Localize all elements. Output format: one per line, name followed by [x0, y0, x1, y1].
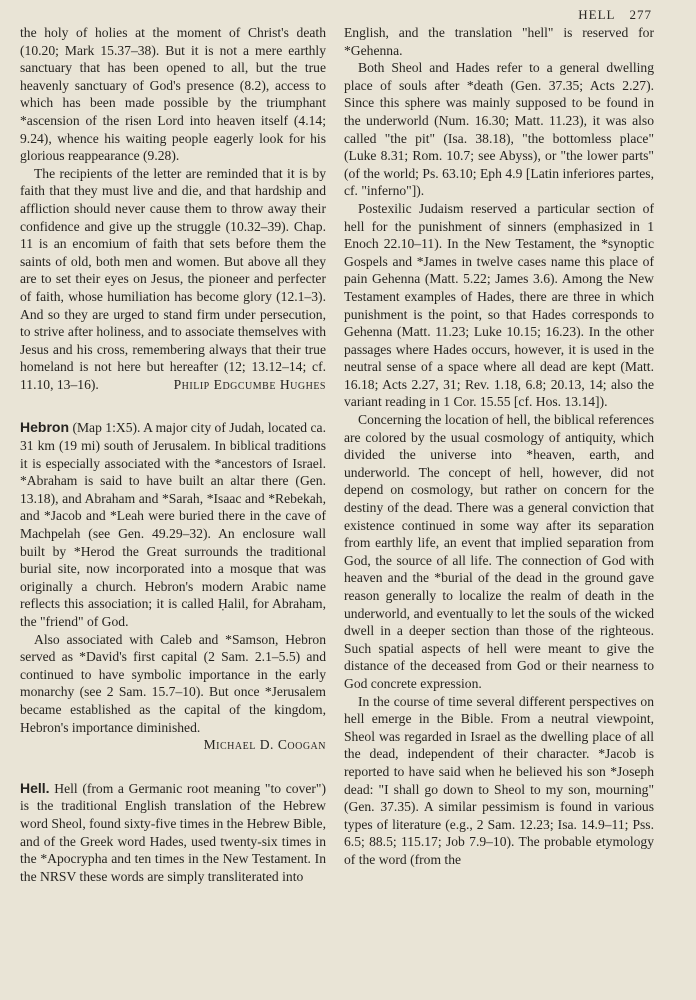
author-signature: Michael D. Coogan	[203, 737, 326, 753]
hell-paragraph-3: Postexilic Judaism reserved a particular section of hell for the punishment of sinners (emphasized in 1 Enoch 22.10–11). In the New Testament, the *synoptic Gospels and *James in twelve cases name this place of pain Gehenna (Matt. 5.22; James 3.6). Among the New Testament examples of Hades, there are three in which punishment is the point, so that Hades corresponds to Gehenna (Matt. 11.23; Luke 10.15; 16.23). In the other passages where Hades occurs, however, it is used in the neutral sense of a space where all dead are kept (Matt. 16.18; Acts 2.27, 31; Rev. 1.18, 6.8; 20.13, 14; also the variant reading in 1 Cor. 15.55 [cf. Hos. 13.14]).	[344, 200, 654, 410]
hell-paragraph-1	[20, 780, 326, 886]
hell-paragraph-1-text: Hell (from a Germanic root meaning "to cover") is the traditional English translation of the Hebrew word Sheol, found sixty-five times in the Hebrew Bible, and of the Greek word Hades, used twenty-six times in the *Apocrypha and ten times in the New Testament. In the NRSV these words are simply transliterated into	[20, 780, 326, 884]
running-head-word: HELL	[578, 7, 616, 22]
hell-paragraph-5: In the course of time several different perspectives on hell emerge in the Bible. From a neutral viewpoint, Sheol was regarded in Israel as the dwelling place of all the dead, independent of their character. *Jacob is reported to have said when he believed his son *Joseph dead: "I shall go down to Sheol to my son, mourning" (Gen. 37.35). A similar pessimism is found in various types of literature (e.g., 2 Sam. 12.23; Isa. 14.9–11; Pss. 6.5; 88.5; 115.17; Job 7.9–10). The probable etymology of the word (from the	[344, 693, 654, 867]
right-column	[344, 24, 654, 869]
entry-hell	[20, 780, 326, 886]
hebrews-paragraph-1: the holy of holies at the moment of Christ's death (10.20; Mark 15.37–38). But it is not a mere earthly sanctuary that has been opened to all, but the true heavenly sanctuary of God's presence (8.2), access to which has been made possible by the triumphant *ascension of the risen Lord into heaven itself (4.14; 9.24), whence his waiting people eagerly look for his glorious reappearance (9.28).	[20, 25, 326, 164]
hell-paragraph-4: Concerning the location of hell, the biblical references are colored by the usual cosmology of antiquity, which divided the universe into *heaven, earth, and underworld. The concept of hell, however, did not depend on cosmology, but rather on concern for the destiny of the dead. There was a general conviction that existence continued in some way after its separation from earthly life, an event that implied separation from God, the source of all life. The connection of God with heaven and the *burial of the dead in the ground gave reason generally to localize the realm of death in the underworld, and eventually to let the souls of the wicked dwell in a deeper section than those of the righteous. Such spatial aspects of hell were meant to give the distance of the deceased from God or their nearness to God concrete expression.	[344, 412, 654, 691]
hebrews-paragraph-2-text: The recipients of the letter are reminded that it is by faith that they must live and die, and that hardship and affliction should never cause them to throw away their confidence and give up the struggle (10.32–39). Chap. 11 is an encomium of faith that sets before them the saints of old, both men and women. But above all they are to set their eyes on Jesus, the pioneer and perfecter of faith, whose humiliation has become glory (12.1–3). And so they are urged to stand firm under persecution, to strive after holiness, and to associate themselves with Jesus and his cross, remembering always that their true homeland is not here but hereafter (12; 13.12–14; cf. 11.10, 13–16).	[20, 165, 326, 392]
hell-paragraph-continued: English, and the translation "hell" is reserved for *Gehenna.	[344, 25, 654, 58]
hebron-paragraph-2-text: Also associated with Caleb and *Samson, Hebron served as *David's first capital (2 Sam. 2.1–5.5) and continued to have symbolic importance in the early monarchy (see 2 Sam. 15.7–10). But once *Jerusalem became established as the capital of the kingdom, Hebron's importance diminished.	[20, 631, 326, 735]
left-column	[20, 24, 326, 885]
entry-heading-hell: Hell.	[20, 779, 50, 796]
entry-hebron	[20, 419, 326, 753]
page-number: 277	[629, 7, 652, 22]
hebron-paragraph-1-text: (Map 1:X5). A major city of Judah, located ca. 31 km (19 mi) south of Jerusalem. In biblical traditions it is especially associated with the *ancestors of Israel. *Abraham is said to have built an altar there (Gen. 13.18), and Abraham and *Sarah, *Isaac and *Rebekah, and *Jacob and *Leah were buried there in the cave of Machpelah (see Gen. 49.29–32). An enclosure wall built by *Herod the Great surrounds the traditional burial site, now incorporated into a mosque that was originally a church. Hebron's modern Arabic name reflects this association; it is called Ḥalil, for Abraham, the "friend" of God.	[20, 420, 326, 629]
hebron-paragraph-2	[20, 631, 326, 753]
entry-heading-hebron: Hebron	[20, 419, 69, 436]
hebrews-paragraph-2	[20, 165, 326, 394]
running-head	[578, 7, 652, 23]
hebron-paragraph-1	[20, 419, 326, 630]
hell-paragraph-2: Both Sheol and Hades refer to a general dwelling place of souls after *death (Gen. 37.35; Acts 2.27). Since this sphere was mainly supposed to be found in the underworld (Num. 16.30; Matt. 11.23), it was also called "the pit" (Isa. 38.18), "the bottomless place" (Luke 8.31; Rom. 10.7; see Abyss), or "the lower parts" (of the world; Ps. 63.10; Eph 4.9 [Latin inferiores partes, cf. "inferno"]).	[344, 60, 654, 199]
author-signature: Philip Edgcumbe Hughes	[173, 376, 326, 392]
